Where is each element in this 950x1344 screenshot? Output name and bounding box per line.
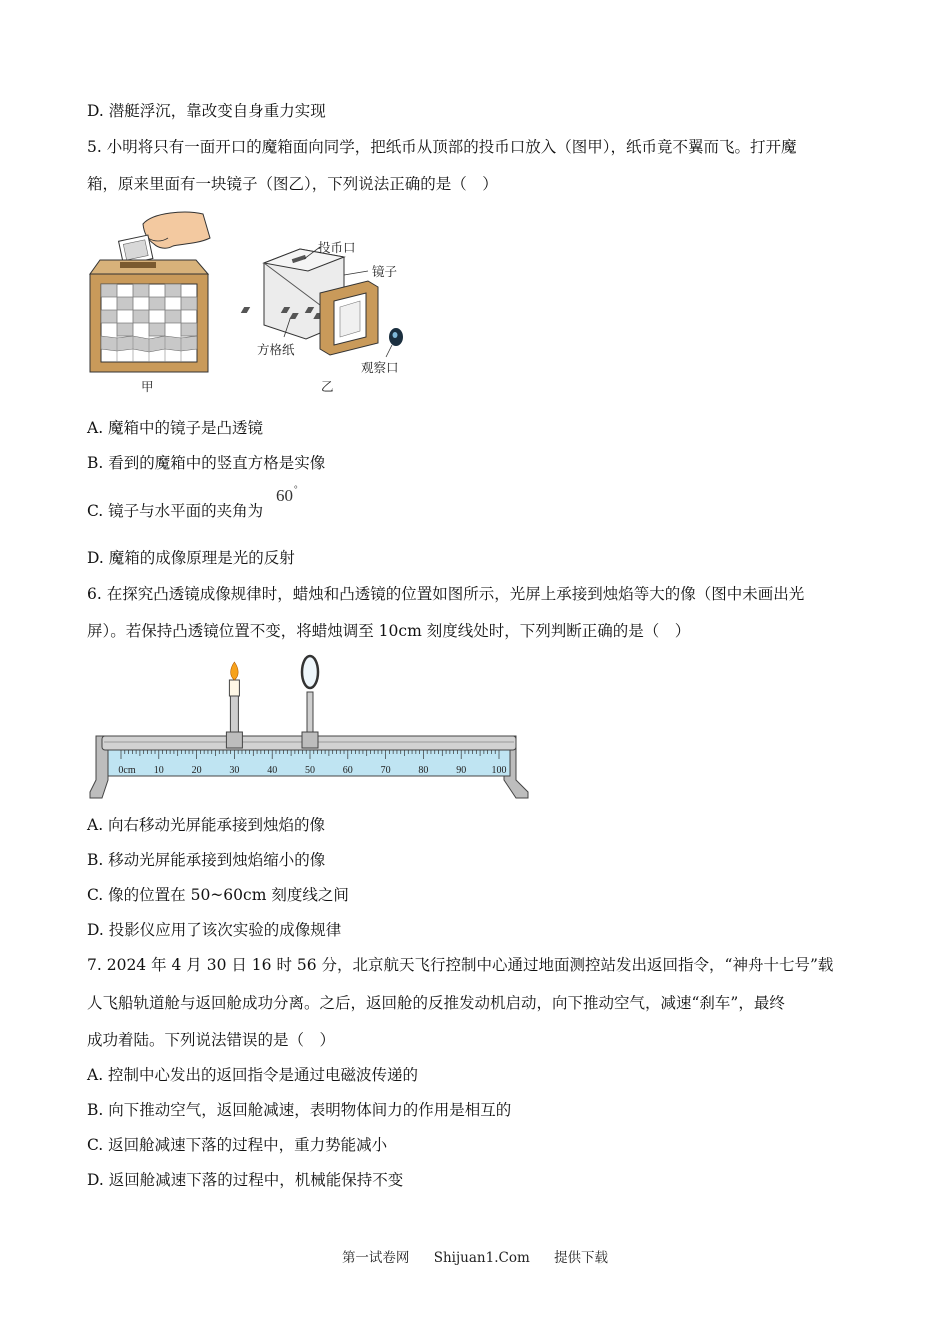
- ruler-tick-label: 40: [267, 765, 278, 776]
- magic-box-figure-jia: [88, 208, 213, 373]
- ruler-tick-label: 80: [418, 765, 429, 776]
- q5-option-a: A. 魔箱中的镜子是凸透镜: [87, 419, 264, 437]
- q7-option-a: A. 控制中心发出的返回指令是通过电磁波传递的: [87, 1066, 419, 1084]
- ruler-tick-label: 60: [342, 765, 353, 776]
- q6-stem-line1: 6. 在探究凸透镜成像规律时，蜡烛和凸透镜的位置如图所示，光屏上承接到烛焰等大的像（图中未画出光: [87, 585, 805, 603]
- ruler-tick-label: 90: [456, 765, 467, 776]
- q7-stem-line2: 人飞船轨道舱与返回舱成功分离。之后，返回舱的反推发动机启动，向下推动空气，减速“刹车”，最终: [87, 994, 785, 1012]
- q4-option-d: D. 潜艇浮沉，靠改变自身重力实现: [87, 102, 326, 120]
- q5-stem-line2: 箱，原来里面有一块镜子（图乙），下列说法正确的是（ ）: [87, 175, 498, 193]
- q7-stem-line1: 7. 2024 年 4 月 30 日 16 时 56 分，北京航天飞行控制中心通过地面测控站发出返回指令，“神舟十七号”载: [87, 956, 834, 974]
- q7-stem-line3: 成功着陆。下列说法错误的是（ ）: [87, 1031, 336, 1049]
- footer-site-cn: 第一试卷网: [341, 1250, 410, 1266]
- q5-stem-line1: 5. 小明将只有一面开口的魔箱面向同学，把纸币从顶部的投币口放入（图甲），纸币竟不翼而飞。打开魔: [87, 138, 797, 156]
- label-view-port: 观察口: [361, 360, 399, 375]
- q6-option-a: A. 向右移动光屏能承接到烛焰的像: [87, 816, 326, 834]
- ruler-tick-label: 50: [305, 765, 315, 776]
- q5-option-c: C. 镜子与水平面的夹角为: [87, 502, 264, 520]
- label-grid-paper: 方格纸: [257, 342, 295, 357]
- q5-option-b: B. 看到的魔箱中的竖直方格是实像: [87, 454, 326, 472]
- figure-label-jia: 甲: [141, 379, 154, 394]
- ruler-tick-label: 100: [491, 765, 507, 776]
- page-footer: [0, 1246, 950, 1266]
- q7-option-d: D. 返回舱减速下落的过程中，机械能保持不变: [87, 1171, 404, 1189]
- q5-option-d: D. 魔箱的成像原理是光的反射: [87, 549, 295, 567]
- figure-label-yi: 乙: [321, 379, 334, 394]
- q6-option-c: C. 像的位置在 50~60cm 刻度线之间: [87, 886, 349, 904]
- angle-value: 60°: [276, 484, 298, 505]
- footer-site-en: Shijuan1.Com: [433, 1250, 530, 1266]
- q6-option-d: D. 投影仪应用了该次实验的成像规律: [87, 921, 342, 939]
- q6-option-b: B. 移动光屏能承接到烛焰缩小的像: [87, 851, 326, 869]
- q7-option-b: B. 向下推动空气，返回舱减速，表明物体间力的作用是相互的: [87, 1101, 512, 1119]
- label-mirror: 镜子: [372, 264, 398, 279]
- ruler-tick-label: 30: [229, 765, 240, 776]
- ruler-tick-label: 20: [191, 765, 202, 776]
- optical-bench-figure: [88, 652, 533, 800]
- ruler-tick-label: 70: [380, 765, 391, 776]
- label-coin-slot: 投币口: [318, 240, 356, 255]
- ruler-tick-label: 10: [153, 765, 164, 776]
- ruler-tick-label: 0cm: [118, 765, 136, 776]
- q6-stem-line2: 屏）。若保持凸透镜位置不变，将蜡烛调至 10cm 刻度线处时，下列判断正确的是（ ）: [87, 622, 691, 640]
- footer-download: 提供下载: [554, 1250, 609, 1266]
- q7-option-c: C. 返回舱减速下落的过程中，重力势能减小: [87, 1136, 388, 1154]
